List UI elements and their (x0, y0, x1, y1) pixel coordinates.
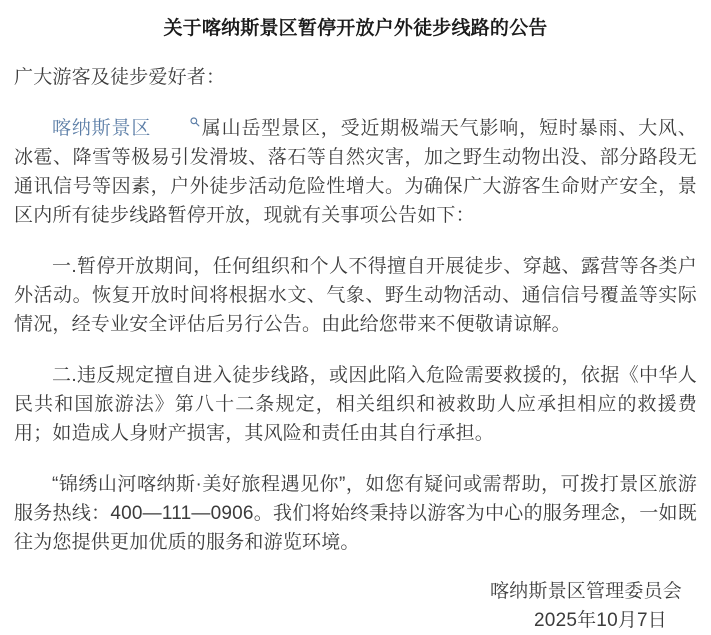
salutation: 广大游客及徒步爱好者： (14, 67, 226, 88)
entity-link-text[interactable]: 喀纳斯景区 (52, 118, 152, 139)
page-title: 关于喀纳斯景区暂停开放户外徒步线路的公告 (163, 18, 548, 39)
signature: 喀纳斯景区管理委员会 (489, 581, 682, 602)
paragraph-item-2: 二.违反规定擅自进入徒步线路，或因此陷入危险需要救援的，依据《中华人民共和国旅游法》第八十二条规定，相关组织和被救助人应承担相应的救援费用；如造成人身财产损害，其风险和责任由其自行承担。 (14, 365, 697, 444)
kanas-scenic-area-link[interactable] (52, 118, 201, 139)
paragraph-item-1: 一.暂停开放期间，任何组织和个人不得擅自开展徒步、穿越、露营等各类户外活动。恢复开放时间将根据水文、气象、野生动物活动、通信信号覆盖等实际情况，经专业安全评估后另行公告。由此给您带来不便敬请谅解。 (14, 256, 697, 335)
search-icon[interactable] (152, 117, 200, 127)
date: 2025年10月7日 (534, 610, 667, 631)
paragraph-intro-text: 属山岳型景区，受近期极端天气影响，短时暴雨、大风、冰雹、降雪等极易引发滑坡、落石等自然灾害，加之野生动物出没、部分路段无通讯信号等因素，户外徒步活动危险性增大。为确保广大游客生命财产安全，景区内所有徒步线路暂停开放，现就有关事项公告如下： (14, 118, 697, 226)
paragraph-closing: “锦绣山河喀纳斯·美好旅程遇见你”，如您有疑问或需帮助，可拨打景区旅游服务热线：400—111—0906。我们将始终秉持以游客为中心的服务理念，一如既往为您提供更加优质的服务和游览环境。 (14, 474, 697, 553)
paragraph-intro (14, 114, 697, 230)
